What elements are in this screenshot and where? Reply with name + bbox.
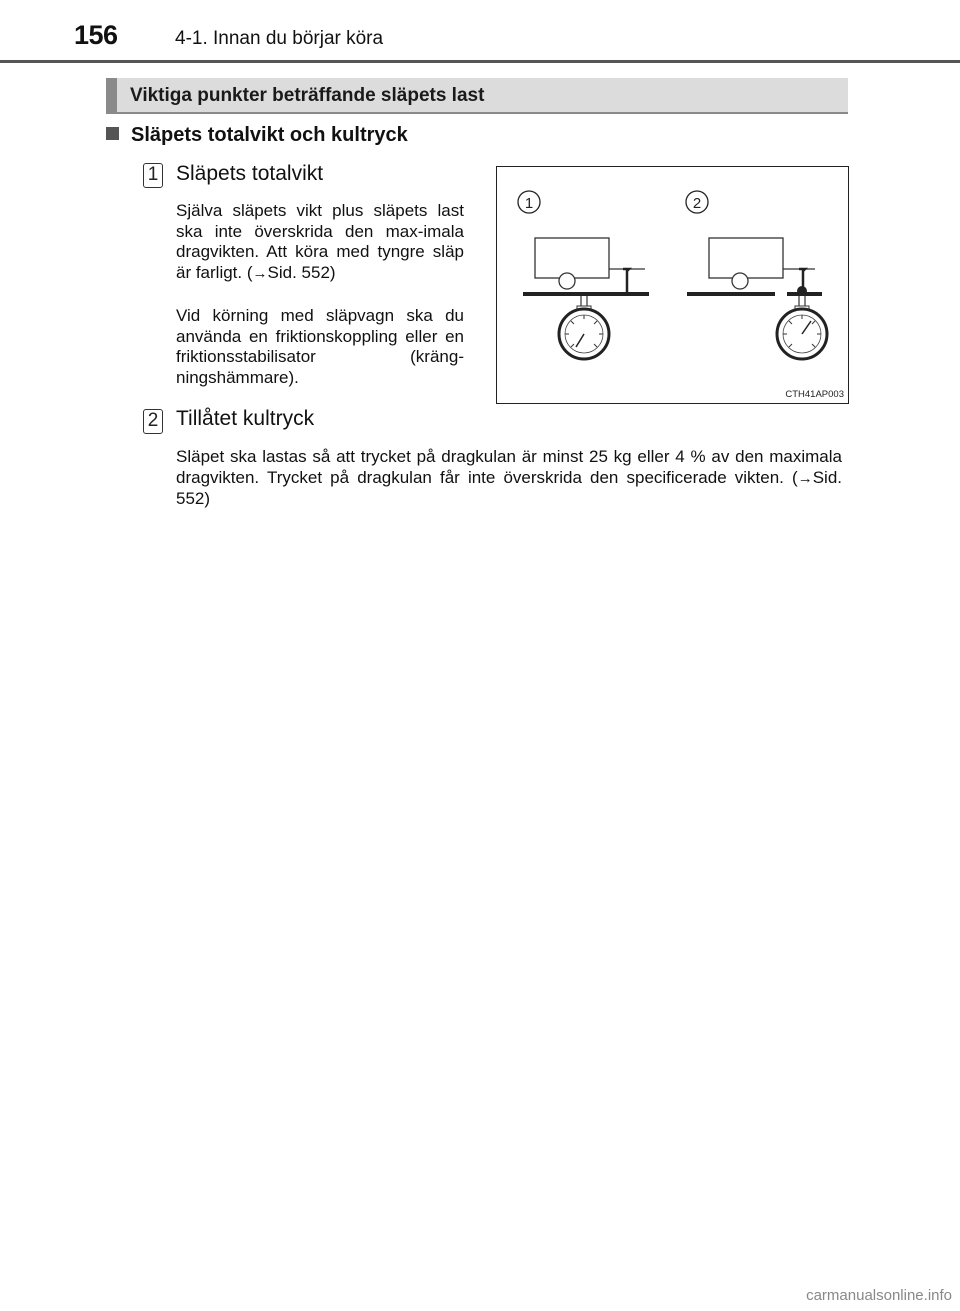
- paragraph-ball-pressure: [176, 447, 842, 510]
- paragraph-ball-pressure-text: Släpet ska lastas så att trycket på dragkulan är minst 25 kg eller 4 % av den maximala dragvikten. Trycket på dragkulan får inte överskrida den specificerade vikten. (: [176, 447, 842, 487]
- paragraph-total-weight: [176, 201, 464, 284]
- header-rule: [0, 60, 960, 63]
- subheading-text: Släpets totalvikt och kultryck: [131, 124, 408, 146]
- trailer-scale-illustration: [497, 167, 847, 402]
- section-title: Viktiga punkter beträffande släpets last: [130, 85, 485, 106]
- section-banner: [106, 78, 848, 112]
- page-reference-link[interactable]: Sid. 552): [176, 467, 842, 508]
- item-title-2: Tillåtet kultryck: [176, 407, 315, 430]
- square-bullet-icon: [106, 127, 119, 140]
- trailer-right: [687, 238, 827, 359]
- arrow-right-icon: →: [252, 264, 268, 282]
- callout-1-label: 1: [524, 195, 534, 212]
- item-title-1: Släpets totalvikt: [176, 162, 324, 185]
- page-reference-link[interactable]: Sid. 552): [267, 262, 336, 282]
- subheading: [106, 124, 408, 147]
- page-number: 156: [74, 20, 118, 50]
- trailer-left: [523, 238, 649, 359]
- paragraph-total-weight-text: Själva släpets vikt plus släpets last ska inte överskrida den max-imala dragvikten. Att köra med tyngre släp är farligt. (: [176, 201, 464, 282]
- callout-2-label: 2: [692, 195, 702, 212]
- watermark-text: carmanualsonline.info: [806, 1287, 952, 1304]
- trailer-weight-figure: [496, 166, 849, 404]
- item-number-2-icon: 2: [143, 409, 163, 434]
- paragraph-friction-coupling: Vid körning med släpvagn ska du använda en friktionskoppling eller en friktionsstabilisator (kräng-ningshämmare).: [176, 306, 464, 387]
- figure-code: CTH41AP003: [785, 389, 844, 400]
- item-number-1-icon: 1: [143, 163, 163, 188]
- chapter-title: 4-1. Innan du börjar köra: [175, 28, 384, 49]
- banner-underline: [106, 112, 848, 114]
- arrow-right-icon: →: [797, 469, 813, 487]
